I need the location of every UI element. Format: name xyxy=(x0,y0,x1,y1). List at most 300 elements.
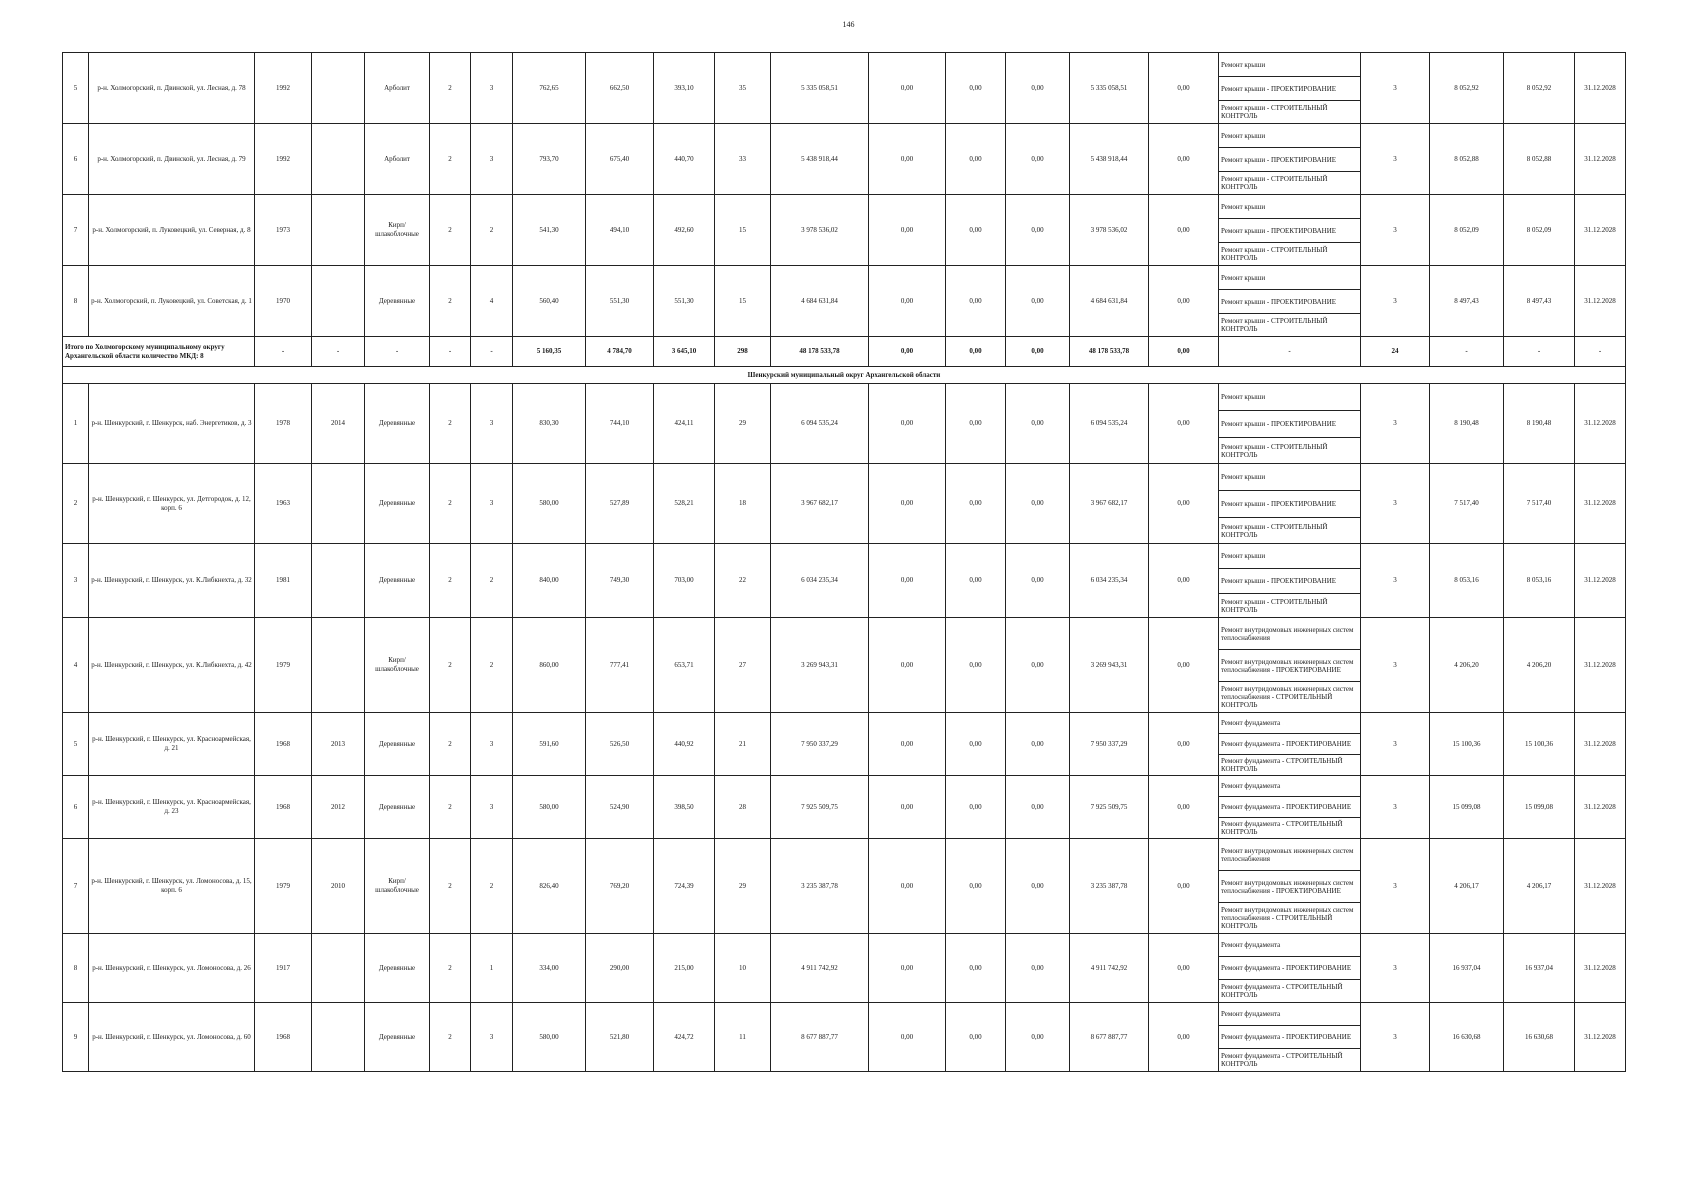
wall-material: Деревянные xyxy=(365,713,430,776)
year-repair: 2012 xyxy=(312,776,365,839)
fund-local: 0,00 xyxy=(1006,776,1070,839)
fund-owners: 7 925 509,75 xyxy=(1070,776,1149,839)
year-built: 1992 xyxy=(255,53,312,124)
fund-owners: 7 950 337,29 xyxy=(1070,713,1149,776)
unit-cost: 8 052,88 xyxy=(1430,124,1504,195)
fund-regional: 0,00 xyxy=(946,53,1006,124)
wall-material: Арболит xyxy=(365,53,430,124)
address: р-н. Шенкурский, г. Шенкурск, ул. Детгородок, д. 12, корп. 6 xyxy=(89,464,255,544)
dash-cell: - xyxy=(1575,337,1626,367)
deadline: 31.12.2028 xyxy=(1575,1003,1626,1072)
row-number: 4 xyxy=(63,618,89,713)
area-owned: 424,72 xyxy=(654,1003,715,1072)
year-repair xyxy=(312,1003,365,1072)
work-type: Ремонт фундамента xyxy=(1219,776,1361,797)
fund-other: 0,00 xyxy=(1149,544,1219,618)
year-built: 1973 xyxy=(255,195,312,266)
floors: 2 xyxy=(430,124,471,195)
dash-cell: - xyxy=(1430,337,1504,367)
cost-total: 6 094 535,24 xyxy=(771,384,869,464)
work-type: Ремонт крыши - СТРОИТЕЛЬНЫЙ КОНТРОЛЬ xyxy=(1219,172,1361,195)
fund-local: 0,00 xyxy=(1006,266,1070,337)
section-title: Шенкурский муниципальный округ Архангельской области xyxy=(63,367,1626,384)
entrances: 2 xyxy=(471,618,513,713)
table-row xyxy=(63,839,1626,871)
row-number: 8 xyxy=(63,934,89,1003)
address: р-н. Шенкурский, г. Шенкурск, ул. Красноармейская, д. 23 xyxy=(89,776,255,839)
area-residential: 521,80 xyxy=(586,1003,654,1072)
entrances: 3 xyxy=(471,384,513,464)
floors: 2 xyxy=(430,1003,471,1072)
work-type: Ремонт крыши - СТРОИТЕЛЬНЫЙ КОНТРОЛЬ xyxy=(1219,101,1361,124)
table-row xyxy=(63,266,1626,290)
area-owned: 215,00 xyxy=(654,934,715,1003)
work-type: Ремонт внутридомовых инженерных систем теплоснабжения xyxy=(1219,618,1361,650)
area-total: 762,65 xyxy=(513,53,586,124)
unit-cost-max: 16 630,68 xyxy=(1504,1003,1575,1072)
unit-cost: 15 100,36 xyxy=(1430,713,1504,776)
entrances: 3 xyxy=(471,1003,513,1072)
deadline: 31.12.2028 xyxy=(1575,124,1626,195)
fund-federal: 0,00 xyxy=(869,195,946,266)
year-repair: 2014 xyxy=(312,384,365,464)
fund-owners: 5 335 058,51 xyxy=(1070,53,1149,124)
total-area-residential: 4 784,70 xyxy=(586,337,654,367)
row-number: 5 xyxy=(63,713,89,776)
address: р-н. Шенкурский, г. Шенкурск, ул. Ломоносова, д. 15, корп. 6 xyxy=(89,839,255,934)
fund-regional: 0,00 xyxy=(946,934,1006,1003)
work-type: Ремонт фундамента - ПРОЕКТИРОВАНИЕ xyxy=(1219,797,1361,818)
residents: 29 xyxy=(715,839,771,934)
area-total: 860,00 xyxy=(513,618,586,713)
area-owned: 440,70 xyxy=(654,124,715,195)
area-owned: 492,60 xyxy=(654,195,715,266)
floors: 2 xyxy=(430,384,471,464)
row-number: 1 xyxy=(63,384,89,464)
fund-other: 0,00 xyxy=(1149,195,1219,266)
fund-local: 0,00 xyxy=(1006,544,1070,618)
area-residential: 526,50 xyxy=(586,713,654,776)
row-number: 6 xyxy=(63,776,89,839)
unit-cost-max: 15 099,08 xyxy=(1504,776,1575,839)
area-residential: 675,40 xyxy=(586,124,654,195)
area-owned: 703,00 xyxy=(654,544,715,618)
work-type: Ремонт фундамента xyxy=(1219,934,1361,957)
fund-regional: 0,00 xyxy=(946,124,1006,195)
dash-cell: - xyxy=(312,337,365,367)
fund-local: 0,00 xyxy=(1006,384,1070,464)
year-repair: 2010 xyxy=(312,839,365,934)
area-total: 826,40 xyxy=(513,839,586,934)
total-area: 5 160,35 xyxy=(513,337,586,367)
address: р-н. Шенкурский, г. Шенкурск, ул. Красноармейская, д. 21 xyxy=(89,713,255,776)
floors: 2 xyxy=(430,53,471,124)
fund-regional: 0,00 xyxy=(946,544,1006,618)
fund-other: 0,00 xyxy=(1149,124,1219,195)
unit-cost-max: 8 053,16 xyxy=(1504,544,1575,618)
area-owned: 724,39 xyxy=(654,839,715,934)
work-type: Ремонт фундамента - ПРОЕКТИРОВАНИЕ xyxy=(1219,1026,1361,1049)
work-type: Ремонт крыши - ПРОЕКТИРОВАНИЕ xyxy=(1219,290,1361,314)
cost-total: 5 335 058,51 xyxy=(771,53,869,124)
address: р-н. Холмогорский, п. Луковецкий, ул. Советская, д. 1 xyxy=(89,266,255,337)
work-type: Ремонт внутридомовых инженерных систем теплоснабжения - СТРОИТЕЛЬНЫЙ КОНТРОЛЬ xyxy=(1219,903,1361,934)
work-type: Ремонт фундамента - СТРОИТЕЛЬНЫЙ КОНТРОЛЬ xyxy=(1219,1049,1361,1072)
fund-regional: 0,00 xyxy=(946,266,1006,337)
year-repair xyxy=(312,934,365,1003)
table-row xyxy=(63,124,1626,148)
deadline: 31.12.2028 xyxy=(1575,934,1626,1003)
deadline: 31.12.2028 xyxy=(1575,464,1626,544)
address: р-н. Холмогорский, п. Луковецкий, ул. Северная, д. 8 xyxy=(89,195,255,266)
fund-other: 0,00 xyxy=(1149,266,1219,337)
year-built: 1917 xyxy=(255,934,312,1003)
unit-cost: 8 190,48 xyxy=(1430,384,1504,464)
floors: 2 xyxy=(430,544,471,618)
total-fund-regional: 0,00 xyxy=(946,337,1006,367)
area-total: 580,00 xyxy=(513,1003,586,1072)
year-repair xyxy=(312,266,365,337)
fund-local: 0,00 xyxy=(1006,53,1070,124)
wall-material: Деревянные xyxy=(365,544,430,618)
total-fund-local: 0,00 xyxy=(1006,337,1070,367)
floors: 2 xyxy=(430,266,471,337)
unit-cost: 8 497,43 xyxy=(1430,266,1504,337)
deadline: 31.12.2028 xyxy=(1575,618,1626,713)
table-row xyxy=(63,1003,1626,1026)
fund-regional: 0,00 xyxy=(946,464,1006,544)
work-type: Ремонт крыши xyxy=(1219,464,1361,491)
work-type: Ремонт крыши xyxy=(1219,266,1361,290)
work-type: Ремонт крыши - СТРОИТЕЛЬНЫЙ КОНТРОЛЬ xyxy=(1219,594,1361,618)
area-residential: 290,00 xyxy=(586,934,654,1003)
dash-cell: - xyxy=(1219,337,1361,367)
fund-federal: 0,00 xyxy=(869,713,946,776)
residents: 18 xyxy=(715,464,771,544)
fund-owners: 5 438 918,44 xyxy=(1070,124,1149,195)
page-number: 146 xyxy=(842,20,855,29)
residents: 11 xyxy=(715,1003,771,1072)
section-header xyxy=(63,367,1626,384)
fund-other: 0,00 xyxy=(1149,464,1219,544)
unit-cost: 16 937,04 xyxy=(1430,934,1504,1003)
work-type: Ремонт крыши - ПРОЕКТИРОВАНИЕ xyxy=(1219,148,1361,172)
entrances: 2 xyxy=(471,544,513,618)
cost-total: 3 978 536,02 xyxy=(771,195,869,266)
cost-total: 7 950 337,29 xyxy=(771,713,869,776)
unit-cost: 4 206,20 xyxy=(1430,618,1504,713)
area-residential: 744,10 xyxy=(586,384,654,464)
deadline: 31.12.2028 xyxy=(1575,53,1626,124)
work-type: Ремонт крыши - ПРОЕКТИРОВАНИЕ xyxy=(1219,77,1361,101)
fund-regional: 0,00 xyxy=(946,839,1006,934)
work-count: 3 xyxy=(1361,266,1430,337)
row-number: 8 xyxy=(63,266,89,337)
fund-other: 0,00 xyxy=(1149,713,1219,776)
area-total: 541,30 xyxy=(513,195,586,266)
fund-local: 0,00 xyxy=(1006,195,1070,266)
floors: 2 xyxy=(430,839,471,934)
residents: 15 xyxy=(715,266,771,337)
residents: 21 xyxy=(715,713,771,776)
work-type: Ремонт крыши xyxy=(1219,544,1361,569)
fund-other: 0,00 xyxy=(1149,934,1219,1003)
fund-regional: 0,00 xyxy=(946,713,1006,776)
table-row xyxy=(63,195,1626,219)
year-built: 1992 xyxy=(255,124,312,195)
dash-cell: - xyxy=(430,337,471,367)
row-number: 6 xyxy=(63,124,89,195)
entrances: 3 xyxy=(471,776,513,839)
year-repair xyxy=(312,53,365,124)
total-residents: 298 xyxy=(715,337,771,367)
residents: 28 xyxy=(715,776,771,839)
cost-total: 6 034 235,34 xyxy=(771,544,869,618)
total-row xyxy=(63,337,1626,367)
fund-local: 0,00 xyxy=(1006,124,1070,195)
area-owned: 551,30 xyxy=(654,266,715,337)
area-owned: 393,10 xyxy=(654,53,715,124)
wall-material: Деревянные xyxy=(365,1003,430,1072)
fund-federal: 0,00 xyxy=(869,464,946,544)
work-type: Ремонт крыши - СТРОИТЕЛЬНЫЙ КОНТРОЛЬ xyxy=(1219,438,1361,464)
work-type: Ремонт крыши xyxy=(1219,124,1361,148)
work-type: Ремонт фундамента xyxy=(1219,1003,1361,1026)
fund-regional: 0,00 xyxy=(946,195,1006,266)
row-number: 3 xyxy=(63,544,89,618)
work-type: Ремонт фундамента xyxy=(1219,713,1361,734)
floors: 2 xyxy=(430,713,471,776)
work-type: Ремонт крыши - СТРОИТЕЛЬНЫЙ КОНТРОЛЬ xyxy=(1219,518,1361,544)
row-number: 2 xyxy=(63,464,89,544)
area-residential: 527,89 xyxy=(586,464,654,544)
deadline: 31.12.2028 xyxy=(1575,713,1626,776)
year-built: 1968 xyxy=(255,1003,312,1072)
fund-regional: 0,00 xyxy=(946,384,1006,464)
work-count: 3 xyxy=(1361,195,1430,266)
total-area-owned: 3 645,10 xyxy=(654,337,715,367)
work-type: Ремонт фундамента - СТРОИТЕЛЬНЫЙ КОНТРОЛЬ xyxy=(1219,818,1361,839)
work-type: Ремонт фундамента - ПРОЕКТИРОВАНИЕ xyxy=(1219,734,1361,755)
address: р-н. Шенкурский, г. Шенкурск, ул. Ломоносова, д. 60 xyxy=(89,1003,255,1072)
residents: 15 xyxy=(715,195,771,266)
wall-material: Арболит xyxy=(365,124,430,195)
wall-material: Деревянные xyxy=(365,384,430,464)
fund-owners: 6 034 235,34 xyxy=(1070,544,1149,618)
total-label: Итого по Холмогорскому муниципальному округу Архангельской области количество МКД: 8 xyxy=(63,337,255,367)
cost-total: 3 235 387,78 xyxy=(771,839,869,934)
entrances: 4 xyxy=(471,266,513,337)
fund-other: 0,00 xyxy=(1149,1003,1219,1072)
fund-owners: 4 684 631,84 xyxy=(1070,266,1149,337)
fund-other: 0,00 xyxy=(1149,384,1219,464)
total-fund-owners: 48 178 533,78 xyxy=(1070,337,1149,367)
year-repair xyxy=(312,124,365,195)
work-type: Ремонт фундамента - ПРОЕКТИРОВАНИЕ xyxy=(1219,957,1361,980)
table-row xyxy=(63,544,1626,569)
cost-total: 8 677 887,77 xyxy=(771,1003,869,1072)
residents: 33 xyxy=(715,124,771,195)
unit-cost: 8 052,09 xyxy=(1430,195,1504,266)
table-row xyxy=(63,53,1626,77)
fund-federal: 0,00 xyxy=(869,53,946,124)
fund-federal: 0,00 xyxy=(869,124,946,195)
year-repair: 2013 xyxy=(312,713,365,776)
year-built: 1968 xyxy=(255,776,312,839)
dash-cell: - xyxy=(1504,337,1575,367)
address: р-н. Шенкурский, г. Шенкурск, наб. Энергетиков, д. 3 xyxy=(89,384,255,464)
area-owned: 440,92 xyxy=(654,713,715,776)
work-count: 3 xyxy=(1361,839,1430,934)
work-type: Ремонт внутридомовых инженерных систем теплоснабжения - ПРОЕКТИРОВАНИЕ xyxy=(1219,871,1361,903)
address: р-н. Холмогорский, п. Двинской, ул. Лесная, д. 78 xyxy=(89,53,255,124)
cost-total: 4 684 631,84 xyxy=(771,266,869,337)
fund-local: 0,00 xyxy=(1006,934,1070,1003)
work-type: Ремонт крыши xyxy=(1219,53,1361,77)
year-built: 1979 xyxy=(255,618,312,713)
work-type: Ремонт крыши - ПРОЕКТИРОВАНИЕ xyxy=(1219,569,1361,594)
row-number: 7 xyxy=(63,195,89,266)
year-repair xyxy=(312,464,365,544)
work-type: Ремонт внутридомовых инженерных систем теплоснабжения - ПРОЕКТИРОВАНИЕ xyxy=(1219,650,1361,682)
fund-owners: 4 911 742,92 xyxy=(1070,934,1149,1003)
area-owned: 528,21 xyxy=(654,464,715,544)
area-total: 580,00 xyxy=(513,776,586,839)
unit-cost: 7 517,40 xyxy=(1430,464,1504,544)
cost-total: 7 925 509,75 xyxy=(771,776,869,839)
address: р-н. Холмогорский, п. Двинской, ул. Лесная, д. 79 xyxy=(89,124,255,195)
repair-register-table xyxy=(62,52,1626,1072)
unit-cost-max: 4 206,20 xyxy=(1504,618,1575,713)
fund-owners: 6 094 535,24 xyxy=(1070,384,1149,464)
area-owned: 398,50 xyxy=(654,776,715,839)
deadline: 31.12.2028 xyxy=(1575,266,1626,337)
entrances: 1 xyxy=(471,934,513,1003)
area-total: 830,30 xyxy=(513,384,586,464)
area-residential: 524,90 xyxy=(586,776,654,839)
work-type: Ремонт фундамента - СТРОИТЕЛЬНЫЙ КОНТРОЛЬ xyxy=(1219,980,1361,1003)
unit-cost: 16 630,68 xyxy=(1430,1003,1504,1072)
year-repair xyxy=(312,618,365,713)
area-owned: 653,71 xyxy=(654,618,715,713)
unit-cost: 8 053,16 xyxy=(1430,544,1504,618)
address: р-н. Шенкурский, г. Шенкурск, ул. К.Либкнехта, д. 42 xyxy=(89,618,255,713)
work-count: 3 xyxy=(1361,53,1430,124)
work-type: Ремонт крыши - СТРОИТЕЛЬНЫЙ КОНТРОЛЬ xyxy=(1219,314,1361,337)
work-type: Ремонт крыши - ПРОЕКТИРОВАНИЕ xyxy=(1219,491,1361,518)
fund-other: 0,00 xyxy=(1149,776,1219,839)
address: р-н. Шенкурский, г. Шенкурск, ул. К.Либкнехта, д. 32 xyxy=(89,544,255,618)
work-type: Ремонт крыши - ПРОЕКТИРОВАНИЕ xyxy=(1219,219,1361,243)
fund-federal: 0,00 xyxy=(869,776,946,839)
entrances: 3 xyxy=(471,713,513,776)
cost-total: 4 911 742,92 xyxy=(771,934,869,1003)
area-total: 793,70 xyxy=(513,124,586,195)
fund-federal: 0,00 xyxy=(869,934,946,1003)
work-type: Ремонт крыши xyxy=(1219,195,1361,219)
year-built: 1981 xyxy=(255,544,312,618)
residents: 27 xyxy=(715,618,771,713)
table-row xyxy=(63,464,1626,491)
entrances: 3 xyxy=(471,53,513,124)
row-number: 7 xyxy=(63,839,89,934)
fund-federal: 0,00 xyxy=(869,1003,946,1072)
table-row xyxy=(63,776,1626,797)
unit-cost-max: 8 052,92 xyxy=(1504,53,1575,124)
fund-federal: 0,00 xyxy=(869,266,946,337)
fund-federal: 0,00 xyxy=(869,618,946,713)
unit-cost-max: 4 206,17 xyxy=(1504,839,1575,934)
table-row xyxy=(63,384,1626,411)
work-count: 3 xyxy=(1361,934,1430,1003)
fund-local: 0,00 xyxy=(1006,839,1070,934)
work-count: 3 xyxy=(1361,1003,1430,1072)
unit-cost-max: 8 497,43 xyxy=(1504,266,1575,337)
fund-owners: 8 677 887,77 xyxy=(1070,1003,1149,1072)
entrances: 3 xyxy=(471,124,513,195)
area-residential: 551,30 xyxy=(586,266,654,337)
table-row xyxy=(63,713,1626,734)
fund-owners: 3 978 536,02 xyxy=(1070,195,1149,266)
wall-material: Деревянные xyxy=(365,266,430,337)
total-work-count: 24 xyxy=(1361,337,1430,367)
address: р-н. Шенкурский, г. Шенкурск, ул. Ломоносова, д. 26 xyxy=(89,934,255,1003)
year-built: 1978 xyxy=(255,384,312,464)
area-owned: 424,11 xyxy=(654,384,715,464)
wall-material: Кирп/ шлакоблочные xyxy=(365,195,430,266)
wall-material: Деревянные xyxy=(365,464,430,544)
table-row xyxy=(63,934,1626,957)
wall-material: Деревянные xyxy=(365,934,430,1003)
residents: 35 xyxy=(715,53,771,124)
area-residential: 769,20 xyxy=(586,839,654,934)
area-total: 580,00 xyxy=(513,464,586,544)
work-count: 3 xyxy=(1361,544,1430,618)
dash-cell: - xyxy=(255,337,312,367)
unit-cost: 8 052,92 xyxy=(1430,53,1504,124)
fund-other: 0,00 xyxy=(1149,618,1219,713)
total-fund-federal: 0,00 xyxy=(869,337,946,367)
fund-local: 0,00 xyxy=(1006,713,1070,776)
fund-regional: 0,00 xyxy=(946,776,1006,839)
work-count: 3 xyxy=(1361,713,1430,776)
table-row xyxy=(63,618,1626,650)
work-type: Ремонт крыши - СТРОИТЕЛЬНЫЙ КОНТРОЛЬ xyxy=(1219,243,1361,266)
fund-other: 0,00 xyxy=(1149,839,1219,934)
year-repair xyxy=(312,544,365,618)
area-residential: 749,30 xyxy=(586,544,654,618)
fund-federal: 0,00 xyxy=(869,544,946,618)
floors: 2 xyxy=(430,776,471,839)
residents: 22 xyxy=(715,544,771,618)
total-fund-other: 0,00 xyxy=(1149,337,1219,367)
residents: 10 xyxy=(715,934,771,1003)
table-body xyxy=(63,53,1626,1072)
entrances: 3 xyxy=(471,464,513,544)
floors: 2 xyxy=(430,195,471,266)
work-type: Ремонт фундамента - СТРОИТЕЛЬНЫЙ КОНТРОЛЬ xyxy=(1219,755,1361,776)
deadline: 31.12.2028 xyxy=(1575,384,1626,464)
work-count: 3 xyxy=(1361,384,1430,464)
entrances: 2 xyxy=(471,195,513,266)
year-repair xyxy=(312,195,365,266)
fund-other: 0,00 xyxy=(1149,53,1219,124)
cost-total: 3 269 943,31 xyxy=(771,618,869,713)
work-type: Ремонт крыши - ПРОЕКТИРОВАНИЕ xyxy=(1219,411,1361,438)
area-total: 591,60 xyxy=(513,713,586,776)
unit-cost-max: 8 190,48 xyxy=(1504,384,1575,464)
work-count: 3 xyxy=(1361,776,1430,839)
